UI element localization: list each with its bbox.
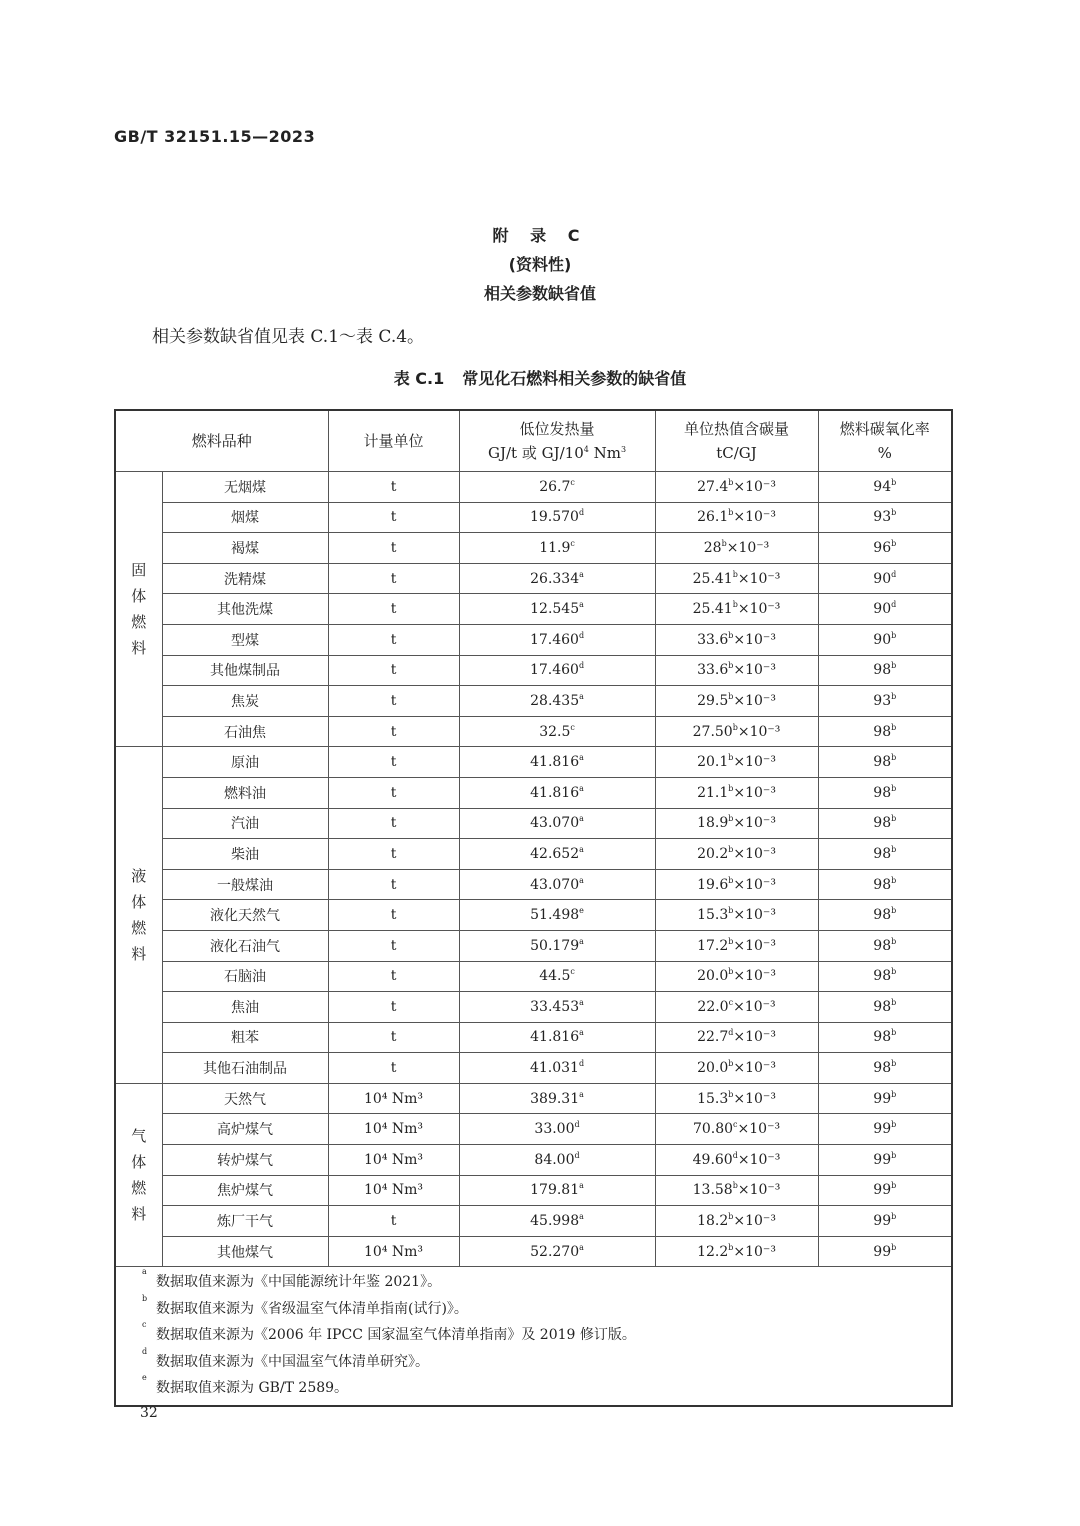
table-note: a 数据取值来源为《中国能源统计年鉴 2021》。 bbox=[142, 1267, 442, 1291]
carbon-cell: 26.1$^b$×10⁻³ bbox=[655, 502, 818, 533]
oxidation-cell: 90$^b$ bbox=[818, 624, 952, 655]
unit-cell: t bbox=[328, 869, 459, 900]
unit-cell: t bbox=[328, 777, 459, 808]
table-row bbox=[115, 747, 952, 778]
carbon-cell: 22.0$^c$×10⁻³ bbox=[655, 992, 818, 1023]
header-fuel: 燃料品种 bbox=[115, 410, 328, 472]
fuel-name: 液化石油气 bbox=[162, 930, 328, 961]
header-lhv-line1: 低位发热量 bbox=[519, 420, 595, 438]
fuel-name: 无烟煤 bbox=[162, 472, 328, 503]
carbon-cell: 18.2$^b$×10⁻³ bbox=[655, 1206, 818, 1237]
unit-cell: t bbox=[328, 1053, 459, 1084]
carbon-cell: 20.1$^b$×10⁻³ bbox=[655, 747, 818, 778]
table-row bbox=[115, 1206, 952, 1237]
unit-cell: t bbox=[328, 1206, 459, 1237]
lhv-cell: 28.435$^a$ bbox=[459, 686, 655, 717]
unit-cell: t bbox=[328, 502, 459, 533]
oxidation-cell: 94$^b$ bbox=[818, 472, 952, 503]
unit-cell: t bbox=[328, 655, 459, 686]
table-row bbox=[115, 563, 952, 594]
table-row bbox=[115, 869, 952, 900]
carbon-cell: 18.9$^b$×10⁻³ bbox=[655, 808, 818, 839]
fuel-name: 烟煤 bbox=[162, 502, 328, 533]
appendix-subtitle: 相关参数缺省值 bbox=[483, 284, 596, 303]
unit-cell: t bbox=[328, 686, 459, 717]
fuel-name: 石脑油 bbox=[162, 961, 328, 992]
unit-cell: t bbox=[328, 900, 459, 931]
carbon-cell: 20.0$^b$×10⁻³ bbox=[655, 961, 818, 992]
fuel-name: 炼厂干气 bbox=[162, 1206, 328, 1237]
lhv-cell: 45.998$^a$ bbox=[459, 1206, 655, 1237]
fuel-name: 褐煤 bbox=[162, 533, 328, 564]
unit-cell: t bbox=[328, 839, 459, 870]
fuel-name: 原油 bbox=[162, 747, 328, 778]
fuel-name: 石油焦 bbox=[162, 716, 328, 747]
lhv-cell: 84.00$^d$ bbox=[459, 1145, 655, 1176]
unit-cell: t bbox=[328, 961, 459, 992]
table-row bbox=[115, 777, 952, 808]
unit-cell: t bbox=[328, 716, 459, 747]
oxidation-cell: 98$^b$ bbox=[818, 1053, 952, 1084]
carbon-cell: 33.6$^b$×10⁻³ bbox=[655, 655, 818, 686]
unit-cell: 10⁴ Nm³ bbox=[328, 1175, 459, 1206]
fuel-name: 其他石油制品 bbox=[162, 1053, 328, 1084]
table-row bbox=[115, 930, 952, 961]
carbon-cell: 25.41$^b$×10⁻³ bbox=[655, 594, 818, 625]
table-row bbox=[115, 533, 952, 564]
carbon-cell: 70.80$^c$×10⁻³ bbox=[655, 1114, 818, 1145]
lhv-cell: 17.460$^d$ bbox=[459, 624, 655, 655]
unit-cell: 10⁴ Nm³ bbox=[328, 1114, 459, 1145]
oxidation-cell: 98$^b$ bbox=[818, 716, 952, 747]
oxidation-cell: 90$^d$ bbox=[818, 563, 952, 594]
oxidation-cell: 99$^b$ bbox=[818, 1114, 952, 1145]
table-row bbox=[115, 992, 952, 1023]
unit-cell: t bbox=[328, 533, 459, 564]
fuel-name: 燃料油 bbox=[162, 777, 328, 808]
table-row bbox=[115, 624, 952, 655]
unit-cell: t bbox=[328, 747, 459, 778]
oxidation-cell: 93$^b$ bbox=[818, 686, 952, 717]
table-row bbox=[115, 961, 952, 992]
fuel-name: 柴油 bbox=[162, 839, 328, 870]
fuel-name: 天然气 bbox=[162, 1083, 328, 1114]
lhv-cell: 41.031$^d$ bbox=[459, 1053, 655, 1084]
fuel-name: 转炉煤气 bbox=[162, 1145, 328, 1176]
table-row bbox=[115, 1114, 952, 1145]
lhv-cell: 19.570$^d$ bbox=[459, 502, 655, 533]
page-number: 32 bbox=[140, 1405, 158, 1421]
table-note: b 数据取值来源为《省级温室气体清单指南(试行)》。 bbox=[142, 1293, 468, 1317]
lhv-cell: 179.81$^a$ bbox=[459, 1175, 655, 1206]
oxidation-cell: 98$^b$ bbox=[818, 839, 952, 870]
header-oxidation-line2: % bbox=[877, 444, 892, 462]
table-notes bbox=[115, 1267, 952, 1407]
table-header-row bbox=[115, 410, 952, 472]
table-row bbox=[115, 472, 952, 503]
carbon-cell: 15.3$^b$×10⁻³ bbox=[655, 1083, 818, 1114]
lhv-cell: 51.498e bbox=[459, 900, 655, 931]
oxidation-cell: 98$^b$ bbox=[818, 747, 952, 778]
lhv-cell: 33.453$^a$ bbox=[459, 992, 655, 1023]
table-caption bbox=[0, 366, 1080, 389]
table-row bbox=[115, 716, 952, 747]
table-row bbox=[115, 1053, 952, 1084]
fuel-name: 焦炭 bbox=[162, 686, 328, 717]
intro-paragraph: 相关参数缺省值见表 C.1～表 C.4。 bbox=[152, 327, 425, 347]
lhv-cell: 52.270$^a$ bbox=[459, 1236, 655, 1267]
fuel-name: 一般煤油 bbox=[162, 869, 328, 900]
table-note: c 数据取值来源为《2006 年 IPCC 国家温室气体清单指南》及 2019 修订版。 bbox=[142, 1320, 636, 1344]
unit-cell: t bbox=[328, 563, 459, 594]
unit-cell: t bbox=[328, 1022, 459, 1053]
carbon-cell: 29.5$^b$×10⁻³ bbox=[655, 686, 818, 717]
lhv-cell: 41.816$^a$ bbox=[459, 747, 655, 778]
carbon-cell: 12.2$^b$×10⁻³ bbox=[655, 1236, 818, 1267]
lhv-cell: 44.5$^c$ bbox=[459, 961, 655, 992]
lhv-cell: 26.7$^c$ bbox=[459, 472, 655, 503]
fuel-name: 液化天然气 bbox=[162, 900, 328, 931]
carbon-cell: 17.2$^b$×10⁻³ bbox=[655, 930, 818, 961]
oxidation-cell: 93$^b$ bbox=[818, 502, 952, 533]
carbon-cell: 20.2$^b$×10⁻³ bbox=[655, 839, 818, 870]
unit-cell: t bbox=[328, 930, 459, 961]
lhv-cell: 32.5$^c$ bbox=[459, 716, 655, 747]
oxidation-cell: 99$^b$ bbox=[818, 1206, 952, 1237]
oxidation-cell: 99$^b$ bbox=[818, 1145, 952, 1176]
lhv-cell: 43.070$^a$ bbox=[459, 869, 655, 900]
carbon-cell: 27.4$^b$×10⁻³ bbox=[655, 472, 818, 503]
header-lhv-line2: GJ/t 或 $GJ/10^4$ Nm$^3$ bbox=[487, 444, 627, 462]
table-row bbox=[115, 1083, 952, 1114]
oxidation-cell: 98$^b$ bbox=[818, 992, 952, 1023]
oxidation-cell: 98$^b$ bbox=[818, 961, 952, 992]
oxidation-cell: 99$^b$ bbox=[818, 1236, 952, 1267]
oxidation-cell: 90$^d$ bbox=[818, 594, 952, 625]
carbon-cell: 15.3$^b$×10⁻³ bbox=[655, 900, 818, 931]
header-unit: 计量单位 bbox=[328, 410, 459, 472]
table-note: d 数据取值来源为《中国温室气体清单研究》。 bbox=[142, 1346, 429, 1370]
unit-cell: t bbox=[328, 472, 459, 503]
header-carbon bbox=[655, 410, 818, 472]
carbon-cell: 27.50$^b$×10⁻³ bbox=[655, 716, 818, 747]
lhv-cell: 12.545$^a$ bbox=[459, 594, 655, 625]
table-row bbox=[115, 502, 952, 533]
fuel-name: 型煤 bbox=[162, 624, 328, 655]
fuel-category: 固 体 燃 料 bbox=[115, 472, 162, 747]
table-row bbox=[115, 900, 952, 931]
fuel-name: 高炉煤气 bbox=[162, 1114, 328, 1145]
oxidation-cell: 98$^b$ bbox=[818, 808, 952, 839]
oxidation-cell: 98$^b$ bbox=[818, 655, 952, 686]
carbon-cell: 13.58$^b$×10⁻³ bbox=[655, 1175, 818, 1206]
oxidation-cell: 98$^b$ bbox=[818, 777, 952, 808]
oxidation-cell: 96$^b$ bbox=[818, 533, 952, 564]
unit-cell: 10⁴ Nm³ bbox=[328, 1236, 459, 1267]
lhv-cell: 41.816$^a$ bbox=[459, 777, 655, 808]
header-carbon-line2: tC/GJ bbox=[716, 444, 757, 462]
carbon-cell: 33.6$^b$×10⁻³ bbox=[655, 624, 818, 655]
carbon-cell: 22.7$^d$×10⁻³ bbox=[655, 1022, 818, 1053]
fuel-category: 液 体 燃 料 bbox=[115, 747, 162, 1084]
fuel-name: 焦油 bbox=[162, 992, 328, 1023]
table-row bbox=[115, 1236, 952, 1267]
lhv-cell: 33.00$^d$ bbox=[459, 1114, 655, 1145]
fuel-name: 粗苯 bbox=[162, 1022, 328, 1053]
header-carbon-line1: 单位热值含碳量 bbox=[684, 420, 790, 438]
header-oxidation bbox=[818, 410, 952, 472]
fuel-name: 焦炉煤气 bbox=[162, 1175, 328, 1206]
oxidation-cell: 99$^b$ bbox=[818, 1175, 952, 1206]
lhv-cell: 50.179$^a$ bbox=[459, 930, 655, 961]
lhv-cell: 17.460$^d$ bbox=[459, 655, 655, 686]
carbon-cell: 49.60$^d$×10⁻³ bbox=[655, 1145, 818, 1176]
unit-cell: 10⁴ Nm³ bbox=[328, 1145, 459, 1176]
appendix-type: (资料性) bbox=[508, 255, 572, 274]
table-note: e 数据取值来源为 GB/T 2589。 bbox=[142, 1373, 349, 1397]
carbon-cell: $28^b\times 10^{-3}$ bbox=[655, 533, 818, 564]
lhv-cell: 41.816$^a$ bbox=[459, 1022, 655, 1053]
lhv-cell: 26.334$^a$ bbox=[459, 563, 655, 594]
fuel-parameters-table bbox=[114, 409, 953, 1407]
header-oxidation-line1: 燃料碳氧化率 bbox=[839, 420, 930, 438]
unit-cell: t bbox=[328, 594, 459, 625]
table-row bbox=[115, 686, 952, 717]
lhv-cell: 43.070$^a$ bbox=[459, 808, 655, 839]
unit-cell: t bbox=[328, 624, 459, 655]
carbon-cell: 19.6$^b$×10⁻³ bbox=[655, 869, 818, 900]
lhv-cell: 389.31$^a$ bbox=[459, 1083, 655, 1114]
oxidation-cell: 98$^b$ bbox=[818, 869, 952, 900]
carbon-cell: 21.1$^b$×10⁻³ bbox=[655, 777, 818, 808]
appendix-title: 附 录 C bbox=[492, 226, 588, 245]
oxidation-cell: 98$^b$ bbox=[818, 1022, 952, 1053]
table-row bbox=[115, 1022, 952, 1053]
table-row bbox=[115, 808, 952, 839]
oxidation-cell: 98$^b$ bbox=[818, 900, 952, 931]
table-row bbox=[115, 1175, 952, 1206]
header-lhv bbox=[459, 410, 655, 472]
oxidation-cell: 98$^b$ bbox=[818, 930, 952, 961]
table-row bbox=[115, 655, 952, 686]
table-row bbox=[115, 1145, 952, 1176]
lhv-cell: 42.652$^a$ bbox=[459, 839, 655, 870]
table-caption-label: 表 C.1 bbox=[393, 369, 445, 388]
carbon-cell: 20.0$^b$×10⁻³ bbox=[655, 1053, 818, 1084]
standard-code: GB/T 32151.15—2023 bbox=[114, 127, 316, 146]
fuel-name: 汽油 bbox=[162, 808, 328, 839]
table-row bbox=[115, 839, 952, 870]
unit-cell: 10⁴ Nm³ bbox=[328, 1083, 459, 1114]
unit-cell: t bbox=[328, 808, 459, 839]
oxidation-cell: 99$^b$ bbox=[818, 1083, 952, 1114]
unit-cell: t bbox=[328, 992, 459, 1023]
carbon-cell: 25.41$^b$×10⁻³ bbox=[655, 563, 818, 594]
fuel-name: 洗精煤 bbox=[162, 563, 328, 594]
fuel-name: 其他煤气 bbox=[162, 1236, 328, 1267]
table-caption-title: 常见化石燃料相关参数的缺省值 bbox=[462, 369, 687, 388]
fuel-category: 气 体 燃 料 bbox=[115, 1083, 162, 1267]
table-row bbox=[115, 594, 952, 625]
lhv-cell: 11.9$^c$ bbox=[459, 533, 655, 564]
fuel-name: 其他煤制品 bbox=[162, 655, 328, 686]
fuel-name: 其他洗煤 bbox=[162, 594, 328, 625]
